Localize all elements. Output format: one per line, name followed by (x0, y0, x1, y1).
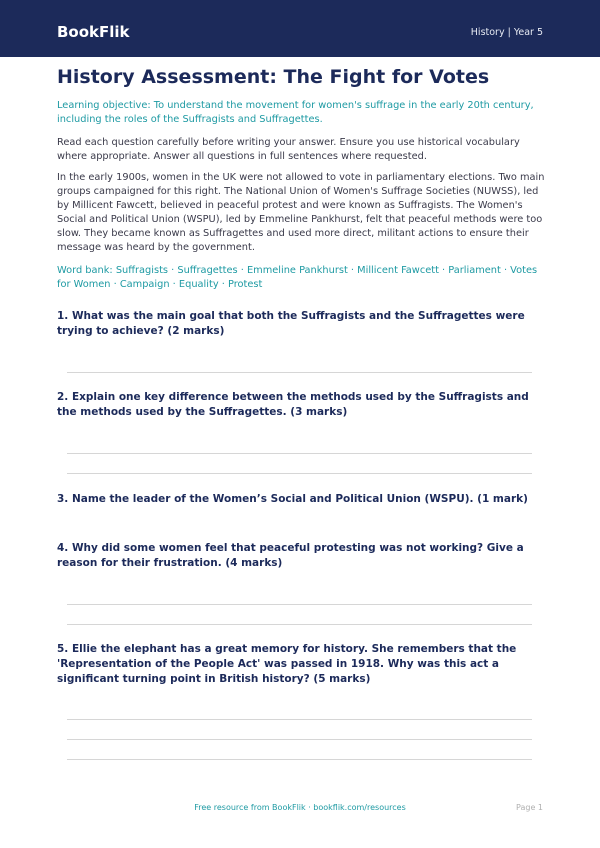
question-3: 3. Name the leader of the Women’s Social and Political Union (WSPU). (1 mark) (57, 493, 528, 505)
answer-line[interactable] (67, 453, 532, 454)
question-5: 5. Ellie the elephant has a great memory for history. She remembers that the 'Representation of the People Act' was passed in 1918. Why was this act a significant turning point in British history? (5 marks) (57, 643, 517, 685)
brand-logo: BookFlik (57, 23, 130, 41)
question-2: 2. Explain one key difference between the methods used by the Suffragists and the methods used by the Suffragettes. (3 marks) (57, 391, 529, 418)
answer-line[interactable] (67, 719, 532, 720)
answer-line[interactable] (67, 372, 532, 373)
page-title: History Assessment: The Fight for Votes (57, 66, 490, 88)
footer-link[interactable]: Free resource from BookFlik · bookflik.com/resources (194, 803, 406, 812)
answer-line[interactable] (67, 759, 532, 760)
answer-line[interactable] (67, 604, 532, 605)
context-paragraph: In the early 1900s, women in the UK were not allowed to vote in parliamentary elections. Two main groups campaigned for this right. The National Union of Women's Suffrage Societies (NUWSS), led by Millicent Fawcett, believed in peaceful protest and were known as Suffragists. The Women's Social and Political Union (WSPU), led by Emmeline Pankhurst, felt that peaceful methods were too slow. They became known as Suffragettes and used more direct, militant actions to ensure their message was heard by the government. (57, 172, 545, 253)
instructions-text: Read each question carefully before writing your answer. Ensure you use historical vocabulary where appropriate. Answer all questions in full sentences where requested. (57, 137, 520, 162)
learning-objective: Learning objective: To understand the movement for women's suffrage in the early 20th century, including the roles of the Suffragists and Suffragettes. (57, 100, 534, 125)
answer-line[interactable] (67, 624, 532, 625)
subject-year-label: History | Year 5 (470, 27, 543, 38)
answer-line[interactable] (67, 473, 532, 474)
question-4: 4. Why did some women feel that peaceful protesting was not working? Give a reason for their frustration. (4 marks) (57, 542, 524, 569)
question-1: 1. What was the main goal that both the Suffragists and the Suffragettes were trying to achieve? (2 marks) (57, 310, 525, 337)
answer-line[interactable] (67, 739, 532, 740)
page-header (0, 0, 600, 57)
page-number: Page 1 (516, 803, 543, 812)
word-bank: Word bank: Suffragists · Suffragettes · Emmeline Pankhurst · Millicent Fawcett · Parliament · Votes for Women · Campaign · Equality · Protest (57, 265, 538, 290)
